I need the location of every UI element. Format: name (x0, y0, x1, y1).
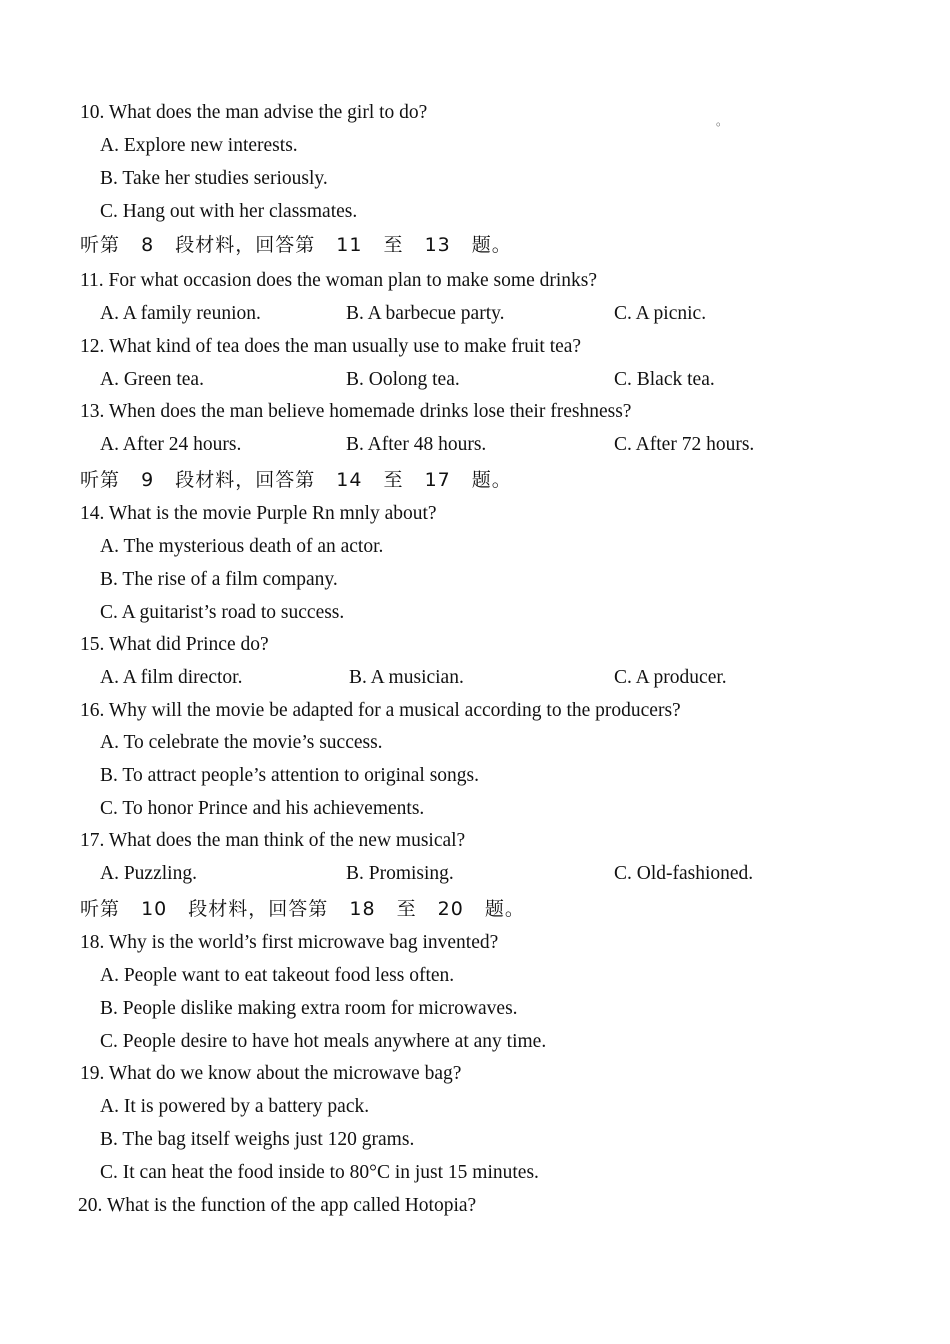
option-10b: B. Take her studies seriously. (100, 168, 328, 189)
option-12a: A. Green tea. (100, 369, 204, 390)
option-18c: C. People desire to have hot meals anywhere at any time. (100, 1031, 547, 1052)
option-12c: C. Black tea. (614, 369, 715, 390)
question-10: 10. What does the man advise the girl to do? (80, 102, 428, 123)
option-14b: B. The rise of a film company. (100, 569, 338, 590)
option-17b: B. Promising. (346, 863, 454, 884)
option-19a: A. It is powered by a battery pack. (100, 1096, 370, 1117)
question-14: 14. What is the movie Purple Rn mnly about? (80, 503, 437, 524)
option-16a: A. To celebrate the movie’s success. (100, 732, 383, 753)
question-17: 17. What does the man think of the new musical? (80, 830, 466, 851)
option-19c: C. It can heat the food inside to 80°C in just 15 minutes. (100, 1162, 539, 1183)
option-15a: A. A film director. (100, 667, 243, 688)
option-14a: A. The mysterious death of an actor. (100, 536, 384, 557)
option-13b: B. After 48 hours. (346, 434, 487, 455)
option-12b: B. Oolong tea. (346, 369, 460, 390)
question-20: 20. What is the function of the app called Hotopia? (78, 1195, 477, 1216)
question-18: 18. Why is the world’s first microwave bag invented? (80, 932, 499, 953)
option-11b: B. A barbecue party. (346, 303, 505, 324)
option-18a: A. People want to eat takeout food less often. (100, 965, 455, 986)
option-16c: C. To honor Prince and his achievements. (100, 798, 425, 819)
section-heading-8: 听第 8 段材料，回答第 11 至 13 题。 (80, 234, 512, 256)
question-15: 15. What did Prince do? (80, 634, 269, 655)
question-11: 11. For what occasion does the woman plan to make some drinks? (80, 270, 597, 291)
question-13: 13. When does the man believe homemade drinks lose their freshness? (80, 401, 632, 422)
option-18b: B. People dislike making extra room for microwaves. (100, 998, 518, 1019)
option-16b: B. To attract people’s attention to original songs. (100, 765, 480, 786)
stray-mark: 。 (716, 114, 729, 128)
option-13a: A. After 24 hours. (100, 434, 242, 455)
section-heading-9: 听第 9 段材料，回答第 14 至 17 题。 (80, 469, 512, 491)
option-15b: B. A musician. (349, 667, 464, 688)
option-17a: A. Puzzling. (100, 863, 197, 884)
option-10c: C. Hang out with her classmates. (100, 201, 358, 222)
question-16: 16. Why will the movie be adapted for a musical according to the producers? (80, 700, 681, 721)
option-17c: C. Old-fashioned. (614, 863, 754, 884)
option-11a: A. A family reunion. (100, 303, 261, 324)
option-19b: B. The bag itself weighs just 120 grams. (100, 1129, 415, 1150)
option-13c: C. After 72 hours. (614, 434, 755, 455)
option-14c: C. A guitarist’s road to success. (100, 602, 345, 623)
question-12: 12. What kind of tea does the man usually use to make fruit tea? (80, 336, 582, 357)
section-heading-10: 听第 10 段材料，回答第 18 至 20 题。 (80, 898, 525, 920)
option-15c: C. A producer. (614, 667, 727, 688)
option-10a: A. Explore new interests. (100, 135, 298, 156)
option-11c: C. A picnic. (614, 303, 707, 324)
question-19: 19. What do we know about the microwave bag? (80, 1063, 462, 1084)
